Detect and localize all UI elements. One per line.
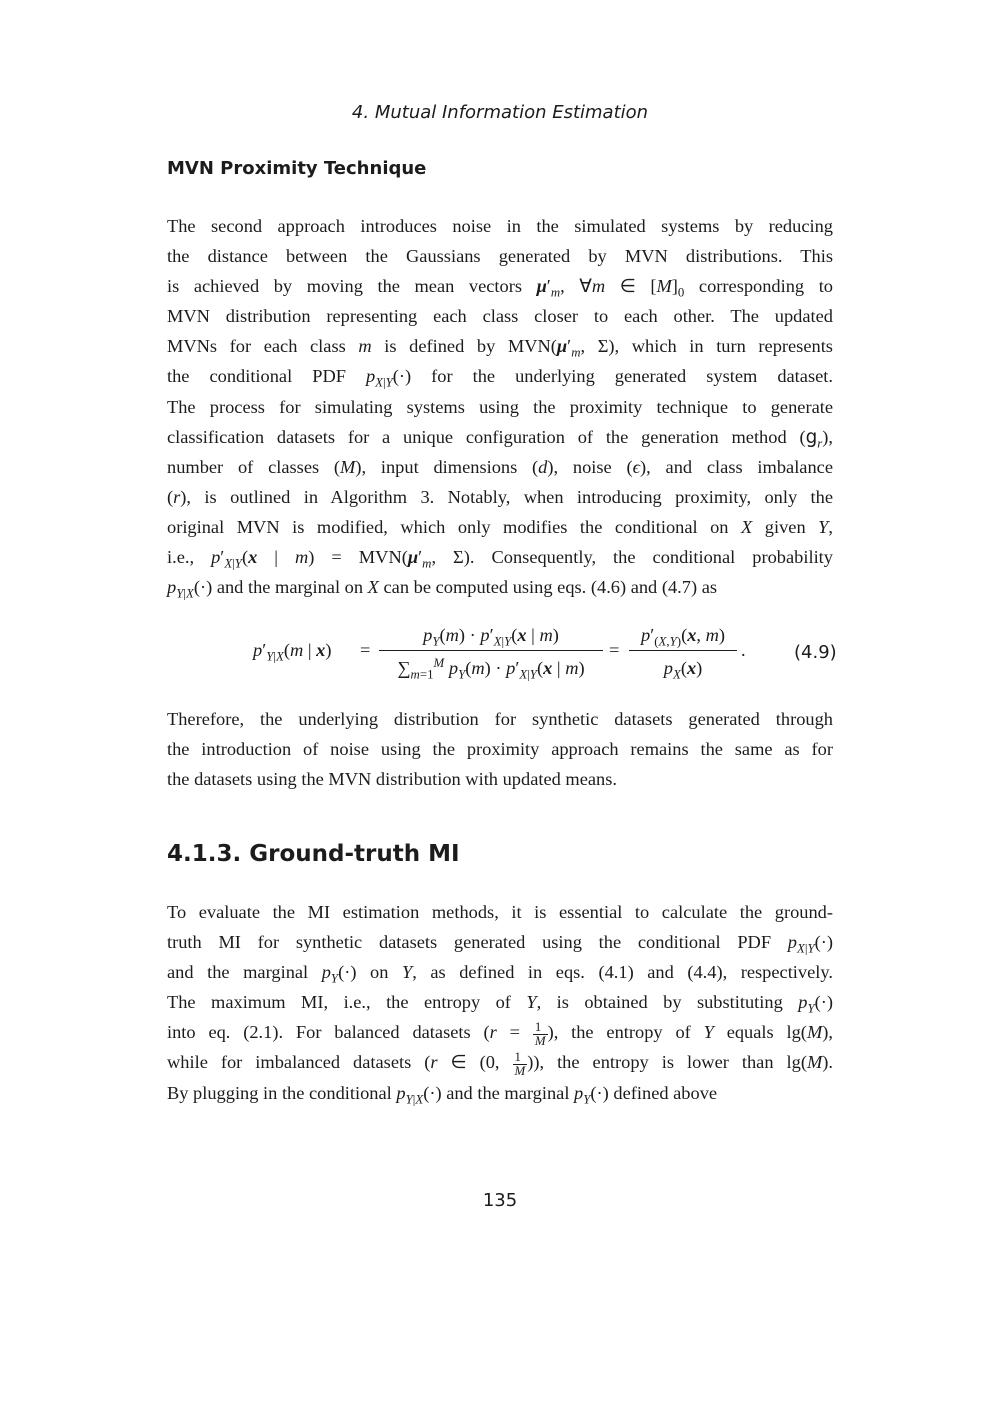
equation-period: . (741, 640, 746, 660)
paragraph-ground-truth (167, 897, 833, 1108)
text-line: the distance between the Gaussians generated by MVN distributions. This (167, 246, 833, 267)
text-line: To evaluate the MI estimation methods, it is essential to calculate the ground- (167, 902, 833, 922)
paragraph-proximity (167, 211, 833, 602)
text-line: the datasets using the MVN distribution with updated means. (167, 769, 617, 790)
equation-number: (4.9) (794, 642, 837, 663)
text-line: The maximum MI, i.e., the entropy of Y, is obtained by substituting $p_Y(\cdot)$ (167, 992, 833, 1016)
text-line: The process for simulating systems using the proximity technique to generate (167, 396, 833, 417)
text-line: The second approach introduces noise in the simulated systems by reducing (167, 216, 833, 236)
text-line: (r), is outlined in Algorithm 3. Notably, when introducing proximity, only the (167, 486, 833, 507)
text-line: classification datasets for a unique configuration of the generation method $(g_r)$, (167, 426, 833, 451)
text-line: the introduction of noise using the proximity approach remains the same as for (167, 739, 833, 760)
text-line: MVNs for each class m is defined by $MVN(\mu'_m$, Σ), which in turn represents (167, 336, 833, 361)
text-line: truth MI for synthetic datasets generated using the conditional PDF $p_{X|Y}(\cdot)$ (167, 932, 833, 956)
text-line: into eq. (2.1). For balanced datasets (r = $\frac{1}{M}$ ), the entropy of Y equals lg(M), (167, 1019, 833, 1048)
equals-sign: = (360, 640, 371, 660)
text-line: i.e., $p'_{X|Y}(x$ | $m) = MVN(\mu'_m$, Σ). Consequently, the conditional probability (167, 547, 833, 571)
text-line: is achieved by moving the mean vectors $\mu'_m$, ∀m ∈ $[M]_0$ corresponding to (167, 276, 833, 300)
text-line: By plugging in the conditional $p_{Y|X}(\cdot)$ and the marginal $p_Y(\cdot)$ defined above (167, 1082, 718, 1107)
text-line: number of classes (M), input dimensions (d), noise (ϵ), and class imbalance (167, 456, 833, 477)
text-line: original MVN is modified, which only modifies the conditional on X given Y, (167, 516, 833, 537)
text-line: while for imbalanced datasets (r ∈ (0, $\frac{1}{M}$ )), the entropy is lower than lg(M). (167, 1049, 834, 1078)
page-number: 135 (482, 1190, 518, 1211)
equals-sign: = (609, 640, 620, 660)
text-line: MVN distribution representing each class closer to each other. The updated (167, 306, 833, 327)
text-line: Therefore, the underlying distribution for synthetic datasets generated through (167, 709, 833, 729)
paragraph-therefore (167, 704, 833, 794)
subsection-heading: MVN Proximity Technique (167, 158, 427, 179)
text-line: the conditional PDF $p_{X|Y}(\cdot)$ for the underlying generated system dataset. (167, 366, 833, 391)
text-line: and the marginal $p_Y(\cdot)$ on Y, as defined in eqs. (4.1) and (4.4), respectively. (167, 962, 833, 986)
section-heading: 4.1.3. Ground-truth MI (167, 841, 460, 867)
text-line: $p_{Y|X}(\cdot)$ and the marginal on X can be computed using eqs. (4.6) and (4.7) as (167, 577, 718, 601)
equation-fraction-bayes: $p_Y(m) \cdot p'_{X|Y}(x$ | m) $\sum_{m=1}^M$ $p_Y(m) \cdot p'_{X|Y}(x$ | m) (379, 620, 603, 681)
equation-lhs: $p'_{Y|X}(m$ | x) (253, 640, 332, 664)
equation-4-9 (167, 620, 837, 686)
running-header: 4. Mutual Information Estimation (351, 102, 649, 123)
equation-fraction-joint: $p'_{(X,Y)}(x$, m) $p_X(x)$ (629, 620, 737, 681)
